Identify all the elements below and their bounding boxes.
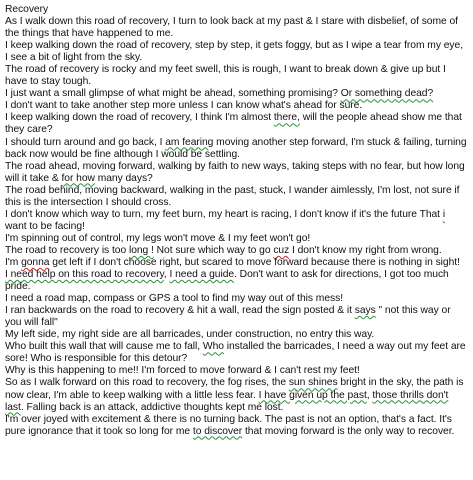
grammar-mark: long ! bbox=[128, 244, 154, 256]
paragraph bbox=[5, 365, 467, 377]
text-run: I need a road map, compass or GPS a tool to find my way out of this mess! bbox=[5, 293, 344, 305]
paragraph bbox=[5, 88, 467, 100]
spelling-mark: cuz bbox=[273, 244, 290, 256]
grammar-mark: there, bbox=[273, 112, 300, 124]
text-run: Not sure which way to go bbox=[153, 244, 274, 256]
paragraph bbox=[5, 161, 467, 185]
text-run: I ran backwards on the road to recovery & hit a wall, read the sign posted & it bbox=[5, 305, 355, 317]
grammar-mark: to discover bbox=[192, 425, 243, 437]
paragraph bbox=[5, 269, 467, 293]
spelling-mark: gonna bbox=[21, 256, 50, 268]
paragraph bbox=[5, 112, 467, 136]
grammar-mark: am fearing bbox=[165, 136, 214, 148]
grammar-mark: those thrills don't last bbox=[5, 389, 449, 413]
text-run: I don't know my right from wrong. bbox=[289, 244, 442, 256]
grammar-mark: Who bbox=[202, 341, 224, 353]
text-run: I keep walking down the road of recovery, step by step, it gets foggy, but as I wipe a tear from my eye, I see a bit of light from the sky. bbox=[5, 40, 464, 64]
text-run: As I walk down this road of recovery, I turn to look back at my past & I stare with disbelief, of some of the things that have happened to me. bbox=[5, 16, 458, 40]
paragraph bbox=[5, 305, 467, 329]
text-run: installed the barricades, I need a way out my feet are sore! Who is responsible for this detour? bbox=[5, 341, 466, 365]
paragraph bbox=[5, 209, 467, 233]
text-run: moving another step forward, I'm stuck & failing, turning back now would be fine although I would be settling. bbox=[5, 136, 467, 160]
text-run: " not this way or you will fall" bbox=[5, 305, 451, 329]
paragraph bbox=[5, 16, 467, 40]
text-run: want to be facing! bbox=[5, 220, 85, 232]
paragraph bbox=[5, 185, 467, 209]
text-run: . Falling back is an attack, addictive thoughts kept me lost. bbox=[20, 401, 284, 413]
text-run: Who built this wall that will cause me to fall, bbox=[5, 341, 203, 353]
text-run: The road of recovery is rocky and my feet swell, this is rough, I want to break down & give up but I have to stay tough. bbox=[5, 64, 446, 88]
grammar-mark: sun shines bbox=[288, 377, 338, 389]
paragraph bbox=[5, 377, 467, 413]
document-body bbox=[5, 4, 467, 438]
text-run: The road behind, moving backward, walking in the past, stuck, I wander aimlessly, I'm lost, not sure if this is the intersection I should cross. bbox=[5, 184, 460, 208]
paragraph bbox=[5, 245, 467, 257]
grammar-mark: I need help on this road to recovery bbox=[5, 269, 164, 281]
grammar-mark: I need a guide bbox=[169, 269, 235, 281]
text-run: I should turn around and go back, I bbox=[5, 136, 166, 148]
text-run: The road ahead, moving forward, walking by faith to new ways, taking steps with no fear, but how long will it take & bbox=[5, 160, 465, 184]
paragraph bbox=[5, 257, 467, 269]
text-run: I'm over joyed with excitement & there is no turning back. The past is not an option, that's a fact. It's pure ignorance that it took so long for me bbox=[5, 413, 452, 437]
document-title: Recovery bbox=[5, 4, 49, 15]
paragraph bbox=[5, 100, 467, 112]
grammar-mark: says bbox=[354, 305, 376, 317]
text-run: many days? bbox=[94, 172, 153, 184]
text-run: The road to recovery is too bbox=[5, 244, 129, 256]
text-run: I'm spinning out of control, my legs won't move & I my feet won't go! bbox=[5, 232, 311, 244]
text-run: So as I walk forward on this road to recovery, the fog rises, the bbox=[5, 377, 289, 389]
text-run: will the people ahead show me that they care? bbox=[5, 112, 462, 136]
grammar-mark: i bbox=[442, 208, 446, 220]
paragraph bbox=[5, 40, 467, 64]
text-run: My left side, my right side are all barricades, under construction, no entry this way. bbox=[5, 329, 375, 341]
poem-text bbox=[5, 16, 467, 438]
grammar-mark: I have given up the past bbox=[258, 389, 367, 401]
grammar-mark: for how bbox=[61, 172, 95, 184]
text-run: I don't know which way to turn, my feet burn, my heart is racing, I don't know if it's the future That bbox=[5, 208, 443, 220]
text-run: , bbox=[163, 269, 170, 281]
paragraph bbox=[5, 233, 467, 245]
text-run: I'm bbox=[5, 256, 22, 268]
text-run: I keep walking down the road of recovery, I think I'm almost bbox=[5, 112, 274, 124]
text-run: Why is this happening to me!! I'm forced to move forward & I can't rest my feet! bbox=[5, 365, 360, 377]
text-run: , bbox=[366, 389, 373, 401]
paragraph bbox=[5, 293, 467, 305]
paragraph bbox=[5, 137, 467, 161]
text-run: I don't want to take another step more unless I can know what's ahead for sure. bbox=[5, 100, 363, 112]
text-run: that moving forward is the only way to recover. bbox=[242, 425, 455, 437]
text-run: get left if I don't choose right, but scared to move forward because there is nothing in sight! bbox=[49, 256, 460, 268]
paragraph bbox=[5, 329, 467, 341]
text-run: bright in the sky, the path is now clear, I'm able to keep walking with a little less fear. bbox=[5, 377, 464, 401]
paragraph bbox=[5, 64, 467, 88]
paragraph bbox=[5, 341, 467, 365]
text-run: I just want a small glimpse of what might be ahead, something promising? bbox=[5, 88, 341, 100]
paragraph bbox=[5, 414, 467, 438]
text-run: . Don't want to ask for directions, I got too much pride. bbox=[5, 269, 449, 293]
grammar-mark: Or something dead? bbox=[340, 88, 434, 100]
